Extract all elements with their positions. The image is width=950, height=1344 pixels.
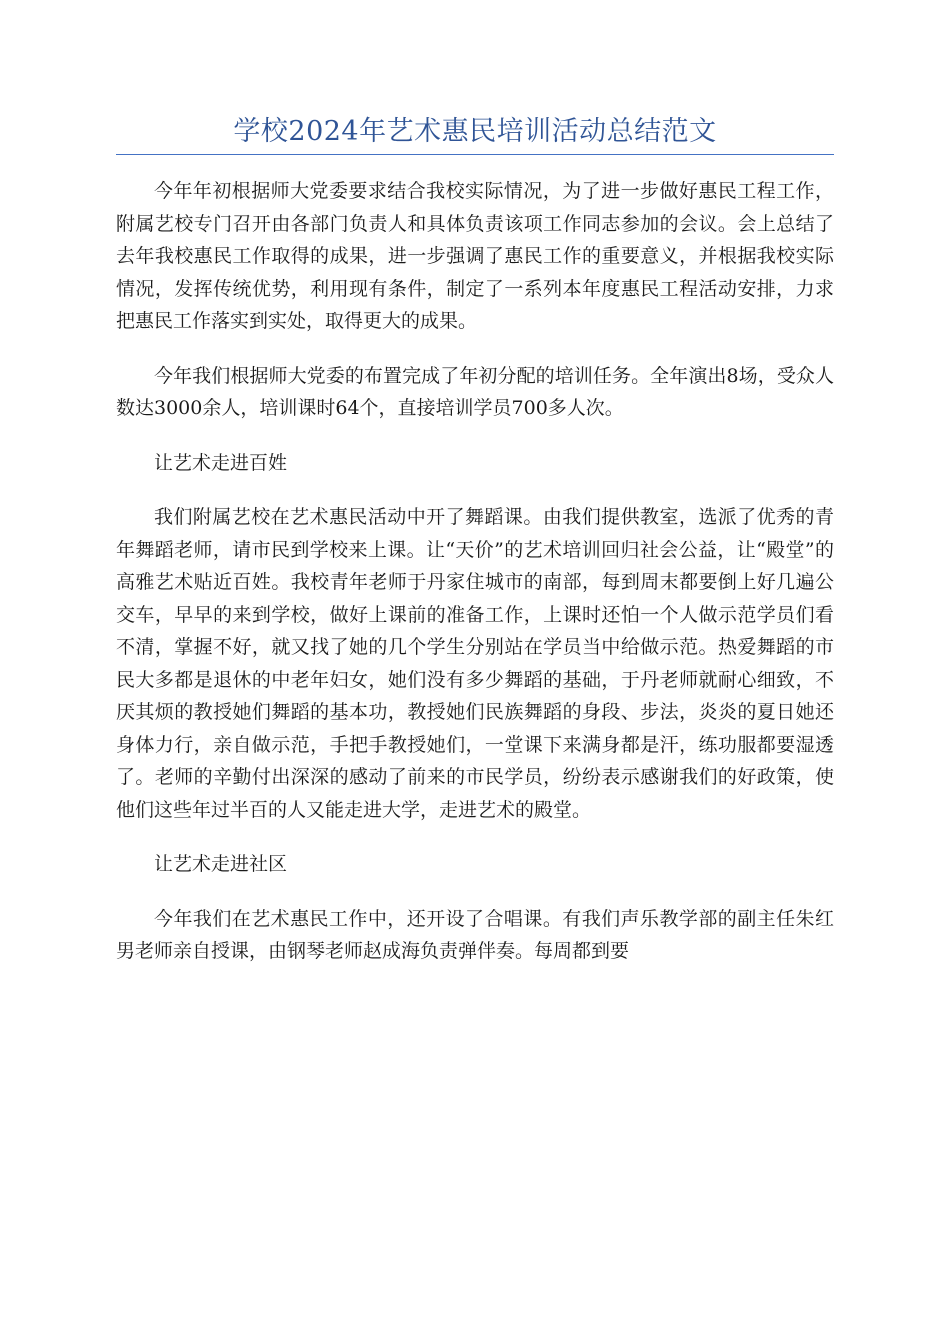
document-body: [116, 175, 834, 990]
document-title: 学校2024年艺术惠民培训活动总结范文: [233, 116, 717, 147]
paragraph-dance-class: 我们附属艺校在艺术惠民活动中开了舞蹈课。由我们提供教室，选派了优秀的青年舞蹈老师，请市民到学校来上课。让“天价”的艺术培训回归社会公益，让“殿堂”的高雅艺术贴近百姓。我校青年老师于丹家住城市的南部，每到周末都要倒上好几遍公交车，早早的来到学校，做好上课前的准备工作，上课时还怕一个人做示范学员们看不清，掌握不好，就又找了她的几个学生分别站在学员当中给做示范。热爱舞蹈的市民大多都是退休的中老年妇女，她们没有多少舞蹈的基础，于丹老师就耐心细致，不厌其烦的教授她们舞蹈的基本功，教授她们民族舞蹈的身段、步法，炎炎的夏日她还身体力行，亲自做示范，手把手教授她们，一堂课下来满身都是汗，练功服都要湿透了。老师的辛勤付出深深的感动了前来的市民学员，纷纷表示感谢我们的好政策，使他们这些年过半百的人又能走进大学，走进艺术的殿堂。: [116, 506, 834, 821]
title-underline: [116, 154, 834, 155]
section-heading-community: 让艺术走进社区: [154, 853, 288, 875]
paragraph-choir-class: 今年我们在艺术惠民工作中，还开设了合唱课。有我们声乐教学部的副主任朱红男老师亲自授课，由钢琴老师赵成海负责弹伴奏。每周都到要: [116, 907, 834, 962]
paragraph-statistics: 今年我们根据师大党委的布置完成了年初分配的培训任务。全年演出8场，受众人数达3000余人，培训课时64个，直接培训学员700多人次。: [116, 364, 834, 419]
paragraph-intro: 今年年初根据师大党委要求结合我校实际情况，为了进一步做好惠民工程工作，附属艺校专门召开由各部门负责人和具体负责该项工作同志参加的会议。会上总结了去年我校惠民工作取得的成果，进一步强调了惠民工作的重要意义，并根据我校实际情况，发挥传统优势，利用现有条件，制定了一系列本年度惠民工程活动安排，力求把惠民工作落实到实处，取得更大的成果。: [116, 180, 834, 332]
section-heading-people: 让艺术走进百姓: [154, 451, 288, 474]
